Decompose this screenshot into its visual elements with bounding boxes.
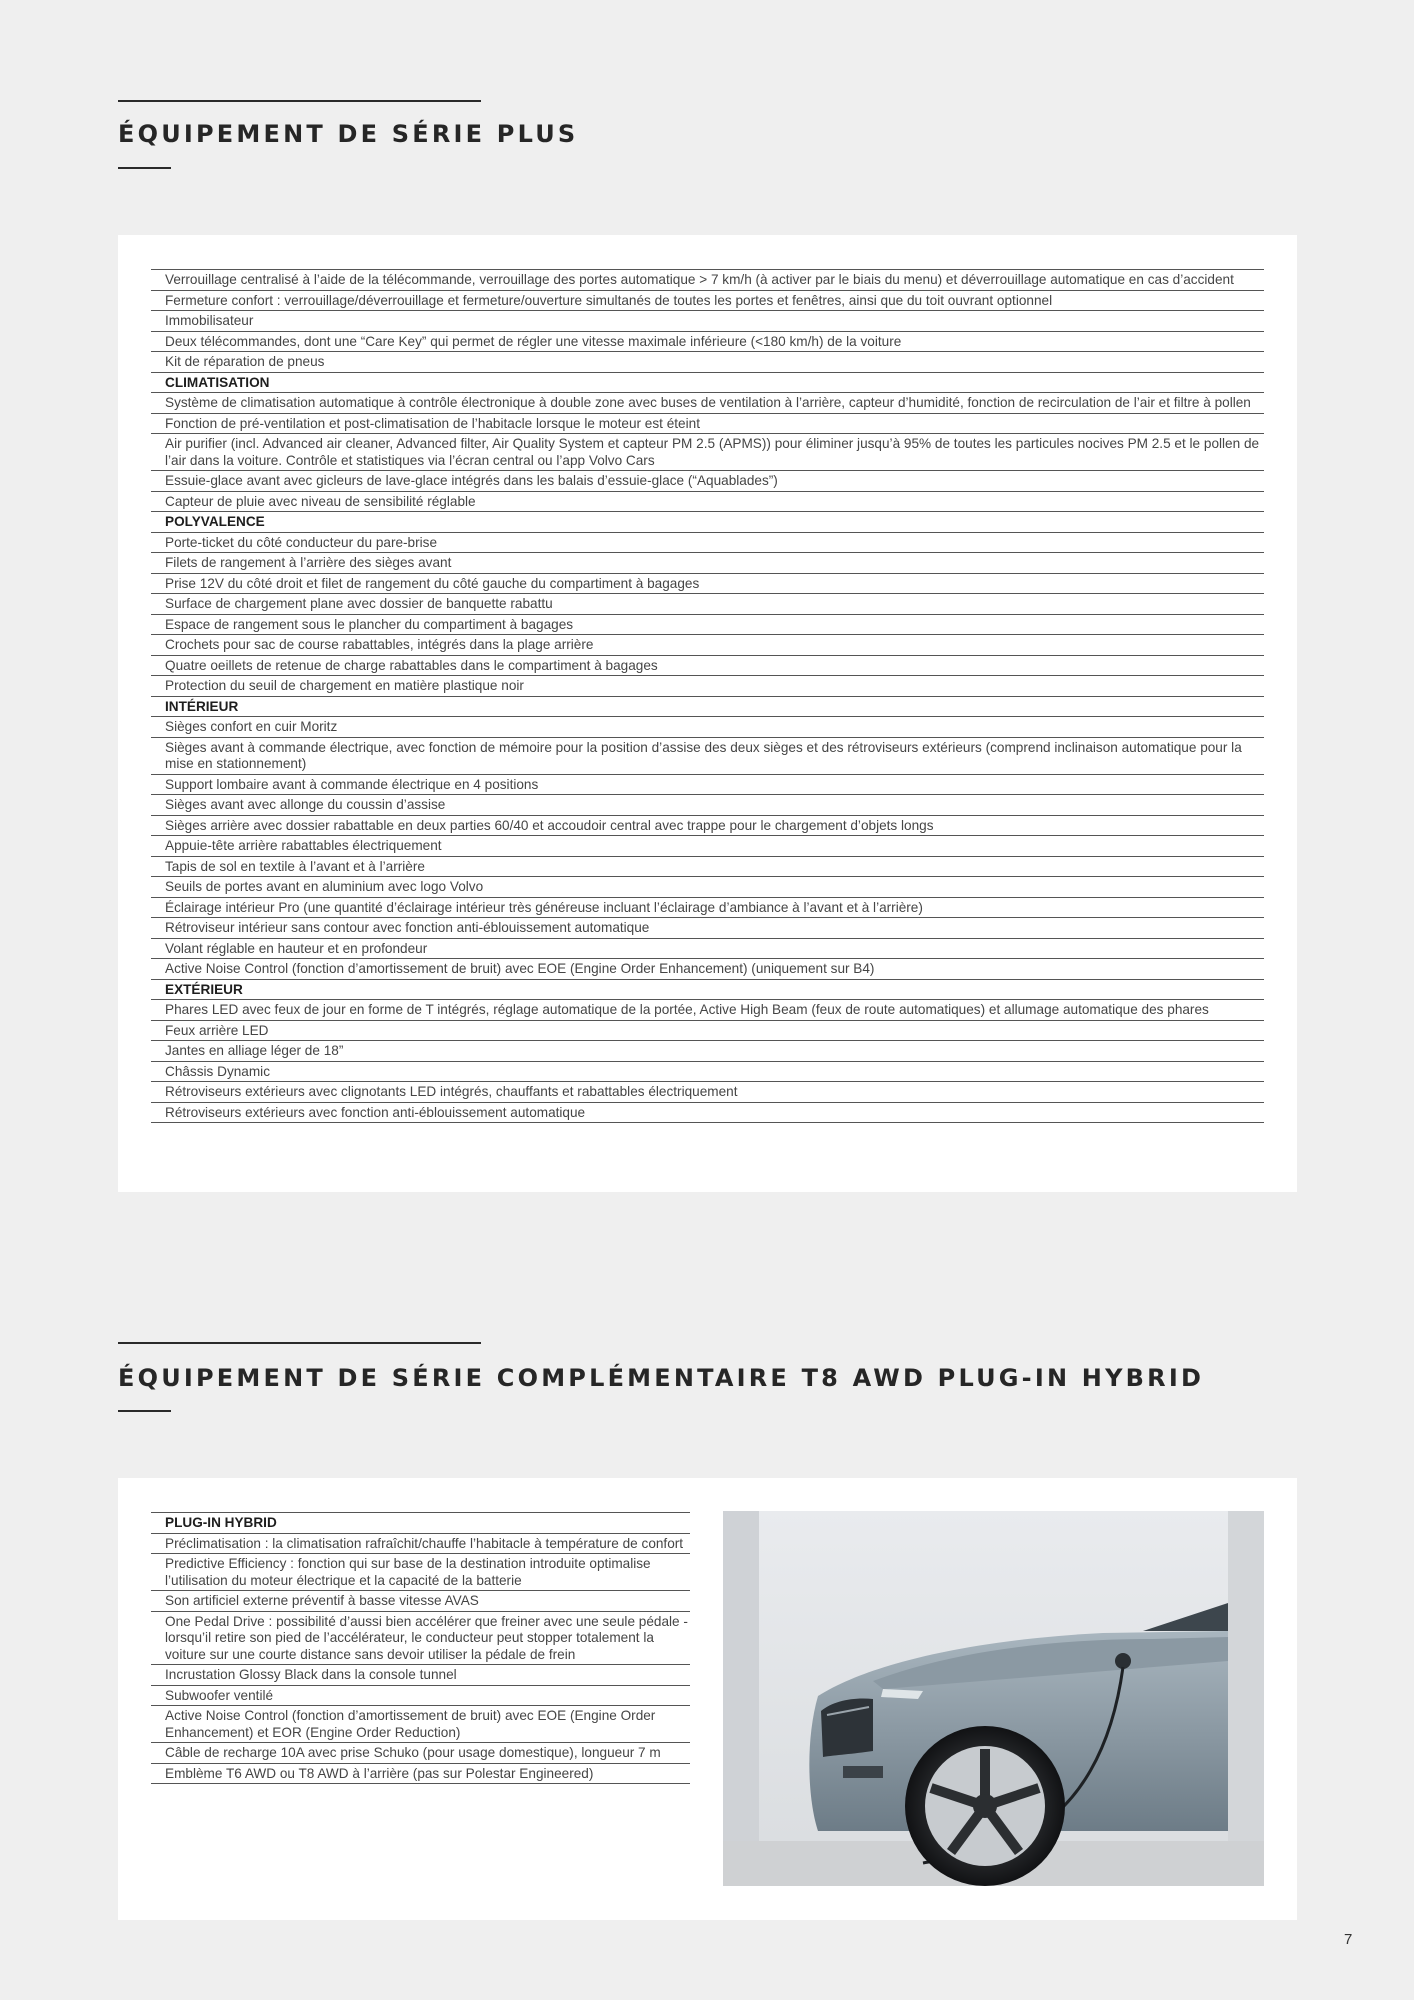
equipment-item: Protection du seuil de chargement en matière plastique noir bbox=[151, 676, 1264, 697]
car-charging-photo bbox=[723, 1511, 1264, 1886]
equipment-item: Deux télécommandes, dont une “Care Key” qui permet de régler une vitesse maximale inférieure (<180 km/h) de la voiture bbox=[151, 332, 1264, 353]
category-heading: PLUG-IN HYBRID bbox=[151, 1513, 690, 1534]
equipment-item: Subwoofer ventilé bbox=[151, 1686, 690, 1707]
equipment-item: Rétroviseurs extérieurs avec fonction anti-éblouissement automatique bbox=[151, 1103, 1264, 1124]
equipment-item: Sièges avant avec allonge du coussin d’assise bbox=[151, 795, 1264, 816]
equipment-item: Verrouillage centralisé à l’aide de la télécommande, verrouillage des portes automatique > 7 km/h (à activer par le biais du menu) et déverrouillage automatique en cas d’accident bbox=[151, 270, 1264, 291]
section-top-rule bbox=[118, 100, 481, 102]
equipment-item: Fermeture confort : verrouillage/déverrouillage et fermeture/ouverture simultanés de toutes les portes et fenêtres, ainsi que du toit ouvrant optionnel bbox=[151, 291, 1264, 312]
equipment-item: Crochets pour sac de course rabattables, intégrés dans la plage arrière bbox=[151, 635, 1264, 656]
equipment-item: Active Noise Control (fonction d’amortissement de bruit) avec EOE (Engine Order Enhancement) (uniquement sur B4) bbox=[151, 959, 1264, 980]
equipment-item: Air purifier (incl. Advanced air cleaner, Advanced filter, Air Quality System et capteur PM 2.5 (APMS)) pour éliminer jusqu’à 95% de toutes les particules nocives PM 2.5 et le pollen de l’air dans la voiture. Contrôle et statistiques via l’écran central ou l’app Volvo Cars bbox=[151, 434, 1264, 471]
equipment-item: Rétroviseur intérieur sans contour avec fonction anti-éblouissement automatique bbox=[151, 918, 1264, 939]
equipment-item: Immobilisateur bbox=[151, 311, 1264, 332]
equipment-item: Câble de recharge 10A avec prise Schuko (pour usage domestique), longueur 7 m bbox=[151, 1743, 690, 1764]
equipment-item: Seuils de portes avant en aluminium avec logo Volvo bbox=[151, 877, 1264, 898]
equipment-item: Rétroviseurs extérieurs avec clignotants LED intégrés, chauffants et rabattables électriquement bbox=[151, 1082, 1264, 1103]
equipment-item: Quatre oeillets de retenue de charge rabattables dans le compartiment à bagages bbox=[151, 656, 1264, 677]
equipment-item: Porte-ticket du côté conducteur du pare-brise bbox=[151, 533, 1264, 554]
section-underline bbox=[118, 167, 171, 169]
equipment-item: Feux arrière LED bbox=[151, 1021, 1264, 1042]
category-heading: INTÉRIEUR bbox=[151, 697, 1264, 718]
equipment-panel-serie-plus bbox=[118, 235, 1297, 1192]
category-heading: POLYVALENCE bbox=[151, 512, 1264, 533]
equipment-item: Emblème T6 AWD ou T8 AWD à l’arrière (pas sur Polestar Engineered) bbox=[151, 1764, 690, 1785]
equipment-item: Surface de chargement plane avec dossier de banquette rabattu bbox=[151, 594, 1264, 615]
equipment-item: Incrustation Glossy Black dans la console tunnel bbox=[151, 1665, 690, 1686]
section-top-rule bbox=[118, 1342, 481, 1344]
equipment-item: Phares LED avec feux de jour en forme de T intégrés, réglage automatique de la portée, Active High Beam (feux de route automatiques) et allumage automatique des phares bbox=[151, 1000, 1264, 1021]
equipment-item: Essuie-glace avant avec gicleurs de lave-glace intégrés dans les balais d’essuie-glace (“Aquablades”) bbox=[151, 471, 1264, 492]
equipment-item: Capteur de pluie avec niveau de sensibilité réglable bbox=[151, 492, 1264, 513]
equipment-item: Système de climatisation automatique à contrôle électronique à double zone avec buses de ventilation à l’arrière, capteur d’humidité, fonction de recirculation de l’air et filtre à pollen bbox=[151, 393, 1264, 414]
equipment-item: Appuie-tête arrière rabattables électriquement bbox=[151, 836, 1264, 857]
equipment-item: Kit de réparation de pneus bbox=[151, 352, 1264, 373]
section-title-serie-plus: ÉQUIPEMENT DE SÉRIE PLUS bbox=[118, 120, 579, 148]
equipment-item: Tapis de sol en textile à l’avant et à l’arrière bbox=[151, 857, 1264, 878]
equipment-item: Volant réglable en hauteur et en profondeur bbox=[151, 939, 1264, 960]
equipment-item: Son artificiel externe préventif à basse vitesse AVAS bbox=[151, 1591, 690, 1612]
equipment-item: Active Noise Control (fonction d’amortissement de bruit) avec EOE (Engine Order Enhancement) et EOR (Engine Order Reduction) bbox=[151, 1706, 690, 1743]
equipment-item: Jantes en alliage léger de 18” bbox=[151, 1041, 1264, 1062]
equipment-item: Support lombaire avant à commande électrique en 4 positions bbox=[151, 775, 1264, 796]
section-title-t8-plug-in-hybrid: ÉQUIPEMENT DE SÉRIE COMPLÉMENTAIRE T8 AWD PLUG-IN HYBRID bbox=[118, 1364, 1205, 1392]
equipment-item: Predictive Efficiency : fonction qui sur base de la destination introduite optimalise l’utilisation du moteur électrique et la capacité de la batterie bbox=[151, 1554, 690, 1591]
equipment-item: Fonction de pré-ventilation et post-climatisation de l’habitacle lorsque le moteur est éteint bbox=[151, 414, 1264, 435]
page-number: 7 bbox=[1344, 1931, 1353, 1948]
equipment-item: Préclimatisation : la climatisation rafraîchit/chauffe l’habitacle à température de confort bbox=[151, 1534, 690, 1555]
equipment-item: Filets de rangement à l’arrière des sièges avant bbox=[151, 553, 1264, 574]
equipment-item: Châssis Dynamic bbox=[151, 1062, 1264, 1083]
section-underline bbox=[118, 1410, 171, 1412]
equipment-item: Éclairage intérieur Pro (une quantité d’éclairage intérieur très généreuse incluant l’éclairage d’ambiance à l’avant et à l’arrière) bbox=[151, 898, 1264, 919]
equipment-item: Prise 12V du côté droit et filet de rangement du côté gauche du compartiment à bagages bbox=[151, 574, 1264, 595]
equipment-item: Sièges arrière avec dossier rabattable en deux parties 60/40 et accoudoir central avec trappe pour le chargement d’objets longs bbox=[151, 816, 1264, 837]
equipment-item: Sièges confort en cuir Moritz bbox=[151, 717, 1264, 738]
category-heading: EXTÉRIEUR bbox=[151, 980, 1264, 1001]
equipment-item: Sièges avant à commande électrique, avec fonction de mémoire pour la position d’assise des deux sièges et des rétroviseurs extérieurs (comprend inclinaison automatique pour la mise en stationnement) bbox=[151, 738, 1264, 775]
equipment-list bbox=[151, 1512, 690, 1784]
category-heading: CLIMATISATION bbox=[151, 373, 1264, 394]
equipment-list bbox=[151, 269, 1264, 1123]
equipment-item: Espace de rangement sous le plancher du compartiment à bagages bbox=[151, 615, 1264, 636]
equipment-item: One Pedal Drive : possibilité d’aussi bien accélérer que freiner avec une seule pédale - lorsqu’il retire son pied de l’accélérateur, le conducteur peut stopper totalement la voiture sur une courte distance sans devoir utiliser la pédale de frein bbox=[151, 1612, 690, 1666]
